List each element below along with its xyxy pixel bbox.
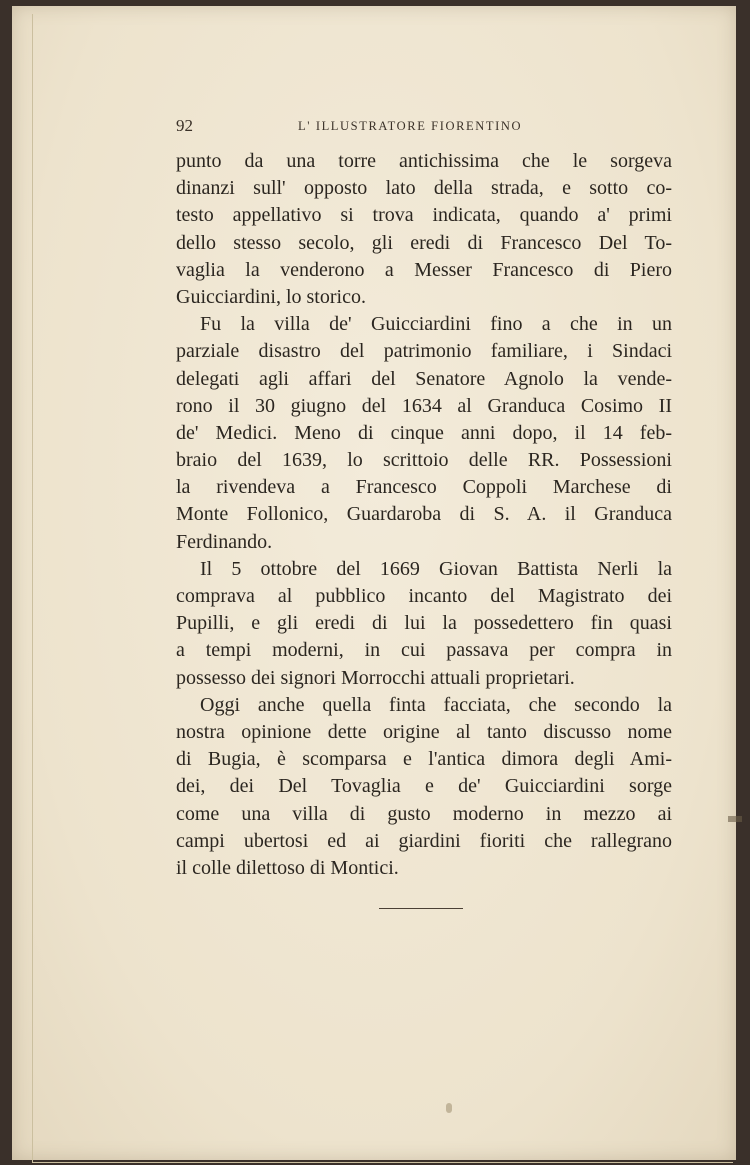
text-line: Pupilli, e gli eredi di lui la possedettero fin quasi <box>176 612 672 635</box>
text-line: come una villa di gusto moderno in mezzo ai <box>176 802 672 825</box>
text-line: di Bugia, è scomparsa e l'antica dimora degli Ami- <box>176 748 672 771</box>
text-line: testo appellativo si trova indicata, quando a' primi <box>176 204 672 227</box>
text-line: campi ubertosi ed ai giardini fioriti che rallegrano <box>176 829 672 852</box>
text-line: vaglia la venderono a Messer Francesco di Piero <box>176 258 672 281</box>
page-edge-mark <box>728 816 742 822</box>
text-line: Ferdinando. <box>176 530 273 553</box>
text-line: dei, dei Del Tovaglia e de' Guicciardini sorge <box>176 775 672 798</box>
section-end-rule <box>379 908 463 909</box>
text-line: rono il 30 giugno del 1634 al Granduca Cosimo II <box>176 394 672 417</box>
text-line: Monte Follonico, Guardaroba di S. A. il Granduca <box>176 503 672 526</box>
text-line: de' Medici. Meno di cinque anni dopo, il 14 feb- <box>176 421 672 444</box>
text-line: dinanzi sull' opposto lato della strada, e sotto co- <box>176 177 672 200</box>
body-text <box>176 148 672 882</box>
page-header <box>176 116 672 140</box>
text-line: il colle dilettoso di Montici. <box>176 856 399 879</box>
paper-speck <box>446 1103 452 1113</box>
text-line: dello stesso secolo, gli eredi di Francesco Del To- <box>176 231 672 254</box>
page-number: 92 <box>176 116 193 135</box>
text-line: la rivendeva a Francesco Coppoli Marchese di <box>176 476 672 499</box>
text-line: Oggi anche quella finta facciata, che secondo la <box>200 693 672 716</box>
text-line: comprava al pubblico incanto del Magistrato dei <box>176 585 672 607</box>
text-line: Fu la villa de' Guicciardini fino a che in un <box>200 313 672 336</box>
text-line: a tempi moderni, in cui passava per compra in <box>176 639 672 662</box>
text-line: Il 5 ottobre del 1669 Giovan Battista Nerli la <box>200 557 672 580</box>
running-head: L' ILLUSTRATORE FIORENTINO <box>298 119 523 133</box>
text-line: braio del 1639, lo scrittoio delle RR. Possessioni <box>176 449 672 472</box>
text-line: delegati agli affari del Senatore Agnolo la vende- <box>176 367 672 390</box>
text-line: parziale disastro del patrimonio familiare, i Sindaci <box>176 340 672 363</box>
text-line: possesso dei signori Morrocchi attuali proprietari. <box>176 666 575 689</box>
text-line: Guicciardini, lo storico. <box>176 285 366 308</box>
text-line: punto da una torre antichissima che le sorgeva <box>176 150 672 172</box>
text-line: nostra opinione dette origine al tanto discusso nome <box>176 720 672 743</box>
